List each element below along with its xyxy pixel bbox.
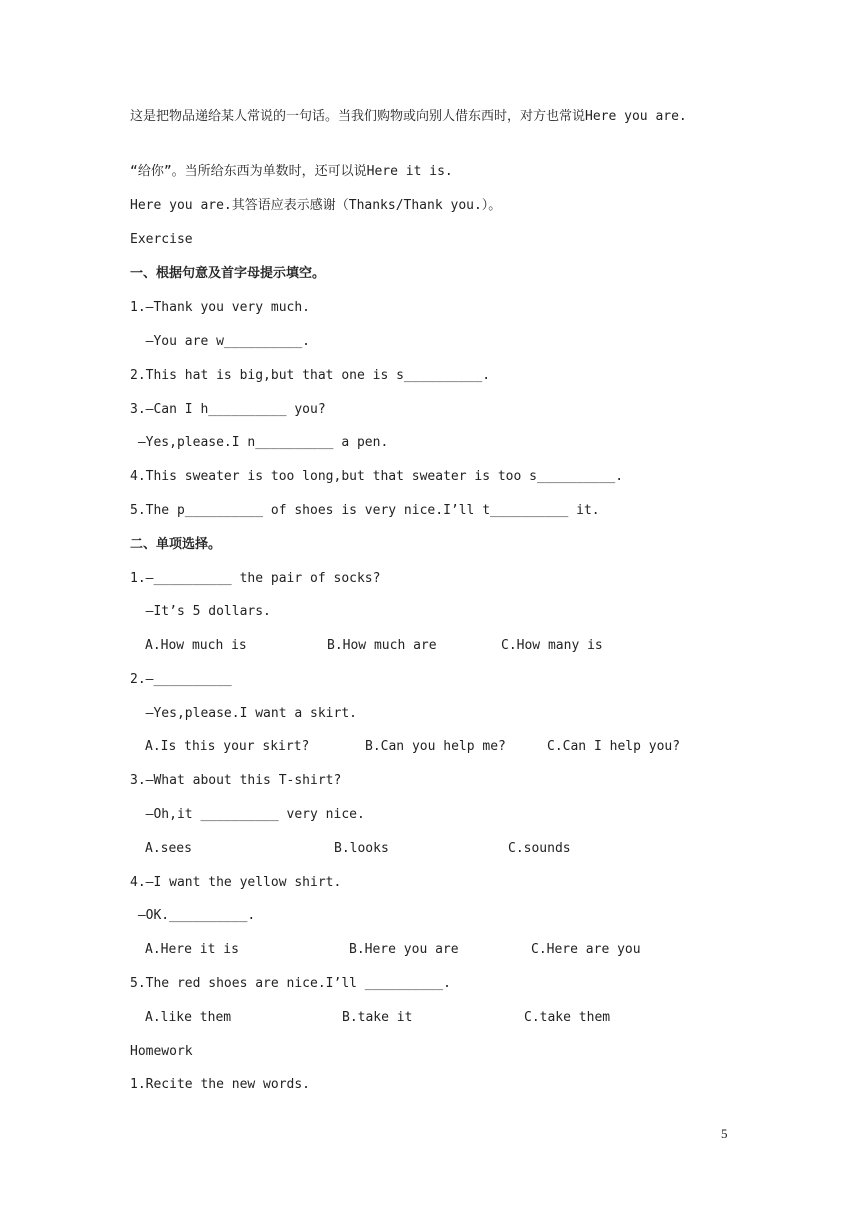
page-number: 5 xyxy=(721,1126,728,1141)
question-5: 5.The red shoes are nice.I’ll __________. xyxy=(130,976,451,991)
option-b: B.Here you are xyxy=(349,942,459,957)
answer-3: —Oh,it __________ very nice. xyxy=(130,807,365,822)
section2-title: 二、单项选择。 xyxy=(130,537,222,552)
intro-paragraph-1: 这是把物品递给某人常说的一句话。当我们购物或向别人借东西时，对方也常说Here you are. xyxy=(130,109,687,124)
option-b: B.Can you help me? xyxy=(365,739,506,754)
question-4: 4.—I want the yellow shirt. xyxy=(130,875,342,890)
intro-paragraph-2: “给你”。当所给东西为单数时，还可以说Here it is. xyxy=(130,164,453,179)
answer-2: —Yes,please.I want a skirt. xyxy=(130,706,357,721)
section1-line: 3.—Can I h__________ you? xyxy=(130,402,326,417)
section1-line: 1.—Thank you very much. xyxy=(130,300,311,315)
exercise-heading: Exercise xyxy=(130,232,193,247)
option-c: C.take them xyxy=(524,1010,611,1025)
section1-line: 5.The p__________ of shoes is very nice.I’ll t__________ it. xyxy=(130,503,600,518)
homework-item: 1.Recite the new words. xyxy=(130,1077,311,1092)
section1-title: 一、根据句意及首字母提示填空。 xyxy=(130,266,326,281)
question-1: 1.—__________ the pair of socks? xyxy=(130,571,381,586)
intro-paragraph-3: Here you are.其答语应表示感谢（Thanks/Thank you.）。 xyxy=(130,198,502,213)
answer-4: —OK.__________. xyxy=(130,908,256,923)
section1-line: —You are w__________. xyxy=(130,334,311,349)
question-3: 3.—What about this T-shirt? xyxy=(130,773,342,788)
option-b: B.take it xyxy=(342,1010,413,1025)
option-a: A.How much is xyxy=(145,638,247,653)
homework-heading: Homework xyxy=(130,1044,193,1059)
option-b: B.How much are xyxy=(327,638,437,653)
section1-line: 4.This sweater is too long,but that sweater is too s__________. xyxy=(130,469,624,484)
option-a: A.like them xyxy=(145,1010,232,1025)
option-c: C.Here are you xyxy=(531,942,641,957)
option-a: A.Is this your skirt? xyxy=(145,739,310,754)
option-b: B.looks xyxy=(334,841,389,856)
section1-line: 2.This hat is big,but that one is s__________. xyxy=(130,368,491,383)
option-c: C.How many is xyxy=(501,638,603,653)
option-a: A.sees xyxy=(145,841,192,856)
question-2: 2.—__________ xyxy=(130,672,232,687)
option-a: A.Here it is xyxy=(145,942,239,957)
answer-1: —It’s 5 dollars. xyxy=(130,604,271,619)
option-c: C.sounds xyxy=(508,841,571,856)
section1-line: —Yes,please.I n__________ a pen. xyxy=(130,435,389,450)
option-c: C.Can I help you? xyxy=(547,739,681,754)
